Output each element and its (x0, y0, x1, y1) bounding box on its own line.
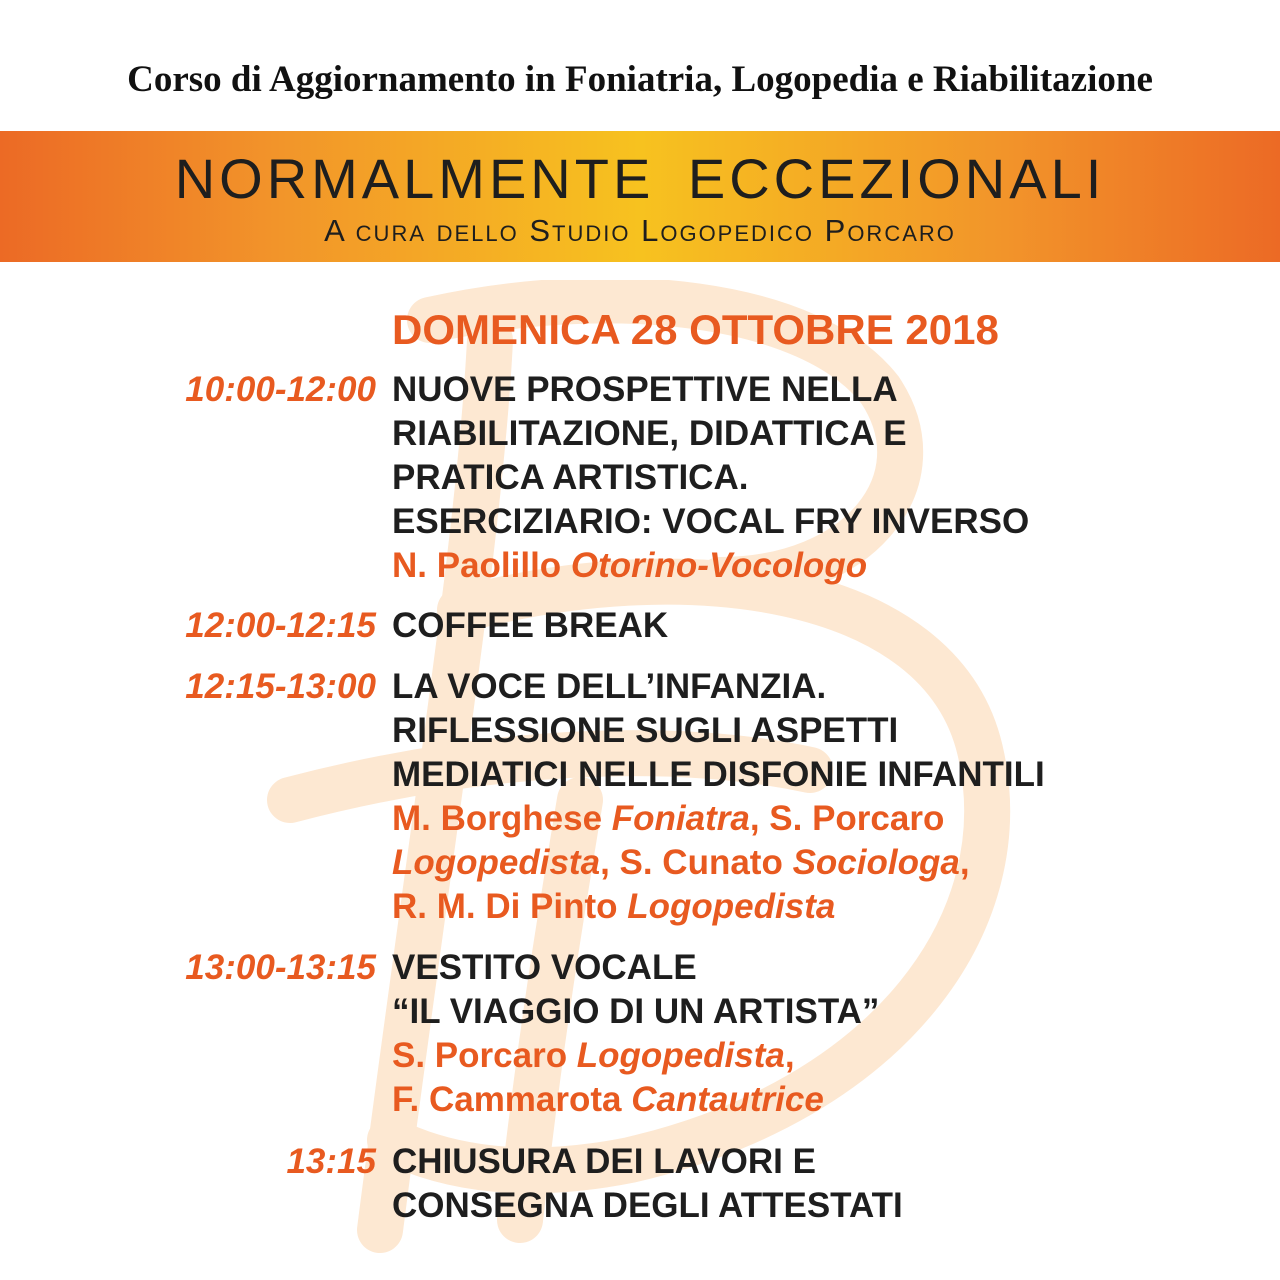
session-time: 13:15 (286, 1142, 376, 1181)
event-date: DOMENICA 28 OTTOBRE 2018 (392, 306, 999, 353)
session-title-line: RIABILITAZIONE, DIDATTICA E (392, 414, 907, 453)
session-title-line: CHIUSURA DEI LAVORI E (392, 1142, 816, 1181)
session-title-line: ESERCIZIARIO: VOCAL FRY INVERSO (392, 502, 1030, 541)
speaker-line (392, 1034, 1252, 1078)
session-time: 10:00-12:00 (185, 370, 376, 409)
session-time: 12:00-12:15 (185, 606, 376, 645)
event-organizer: A cura dello Studio Logopedico Porcaro (324, 213, 956, 248)
speaker-role: Sociologa (792, 843, 960, 882)
speaker-role: Foniatra (611, 799, 750, 838)
session-title-line: “IL VIAGGIO DI UN ARTISTA” (392, 992, 880, 1031)
session-content (392, 368, 1252, 588)
speaker-line (392, 797, 1252, 841)
course-title: Corso di Aggiornamento in Foniatria, Logopedia e Riabilitazione (127, 59, 1153, 100)
speaker-role: Logopedista (576, 1036, 785, 1075)
session-content (392, 665, 1252, 929)
event-banner (0, 131, 1280, 262)
session-title-line: MEDIATICI NELLE DISFONIE INFANTILI (392, 755, 1045, 794)
session-content (392, 1140, 1252, 1228)
speaker-name: F. Cammarota (392, 1080, 632, 1119)
session-time: 12:15-13:00 (185, 667, 376, 706)
session-content (392, 604, 1252, 648)
speaker-name: R. M. Di Pinto (392, 887, 628, 926)
speaker-name: , (784, 1036, 795, 1075)
speaker-line (392, 841, 1252, 885)
speaker-name: S. Porcaro (392, 1036, 577, 1075)
speaker-name: , S. Cunato (600, 843, 793, 882)
session-title-line: COFFEE BREAK (392, 606, 669, 645)
speaker-role: Otorino-Vocologo (570, 546, 868, 585)
session-title-line: NUOVE PROSPETTIVE NELLA (392, 370, 898, 409)
session-title-line: LA VOCE DELL’INFANZIA. (392, 667, 827, 706)
session-title-line: CONSEGNA DEGLI ATTESTATI (392, 1186, 903, 1225)
session-content (392, 946, 1252, 1122)
speaker-name: , (959, 843, 970, 882)
speaker-line (392, 885, 1252, 929)
speaker-role: Cantautrice (631, 1080, 824, 1119)
speaker-name: , S. Porcaro (749, 799, 945, 838)
session-time: 13:00-13:15 (185, 948, 376, 987)
session-title-line: PRATICA ARTISTICA. (392, 458, 749, 497)
speaker-line (392, 544, 1252, 588)
session-title-line: VESTITO VOCALE (392, 948, 697, 987)
speaker-line (392, 1078, 1252, 1122)
speaker-name: M. Borghese (392, 799, 612, 838)
event-title: NORMALMENTE ECCEZIONALI (174, 147, 1106, 210)
speaker-role: Logopedista (627, 887, 836, 926)
speaker-name: N. Paolillo (392, 546, 571, 585)
speaker-role: Logopedista (392, 843, 601, 882)
session-title-line: RIFLESSIONE SUGLI ASPETTI (392, 711, 899, 750)
